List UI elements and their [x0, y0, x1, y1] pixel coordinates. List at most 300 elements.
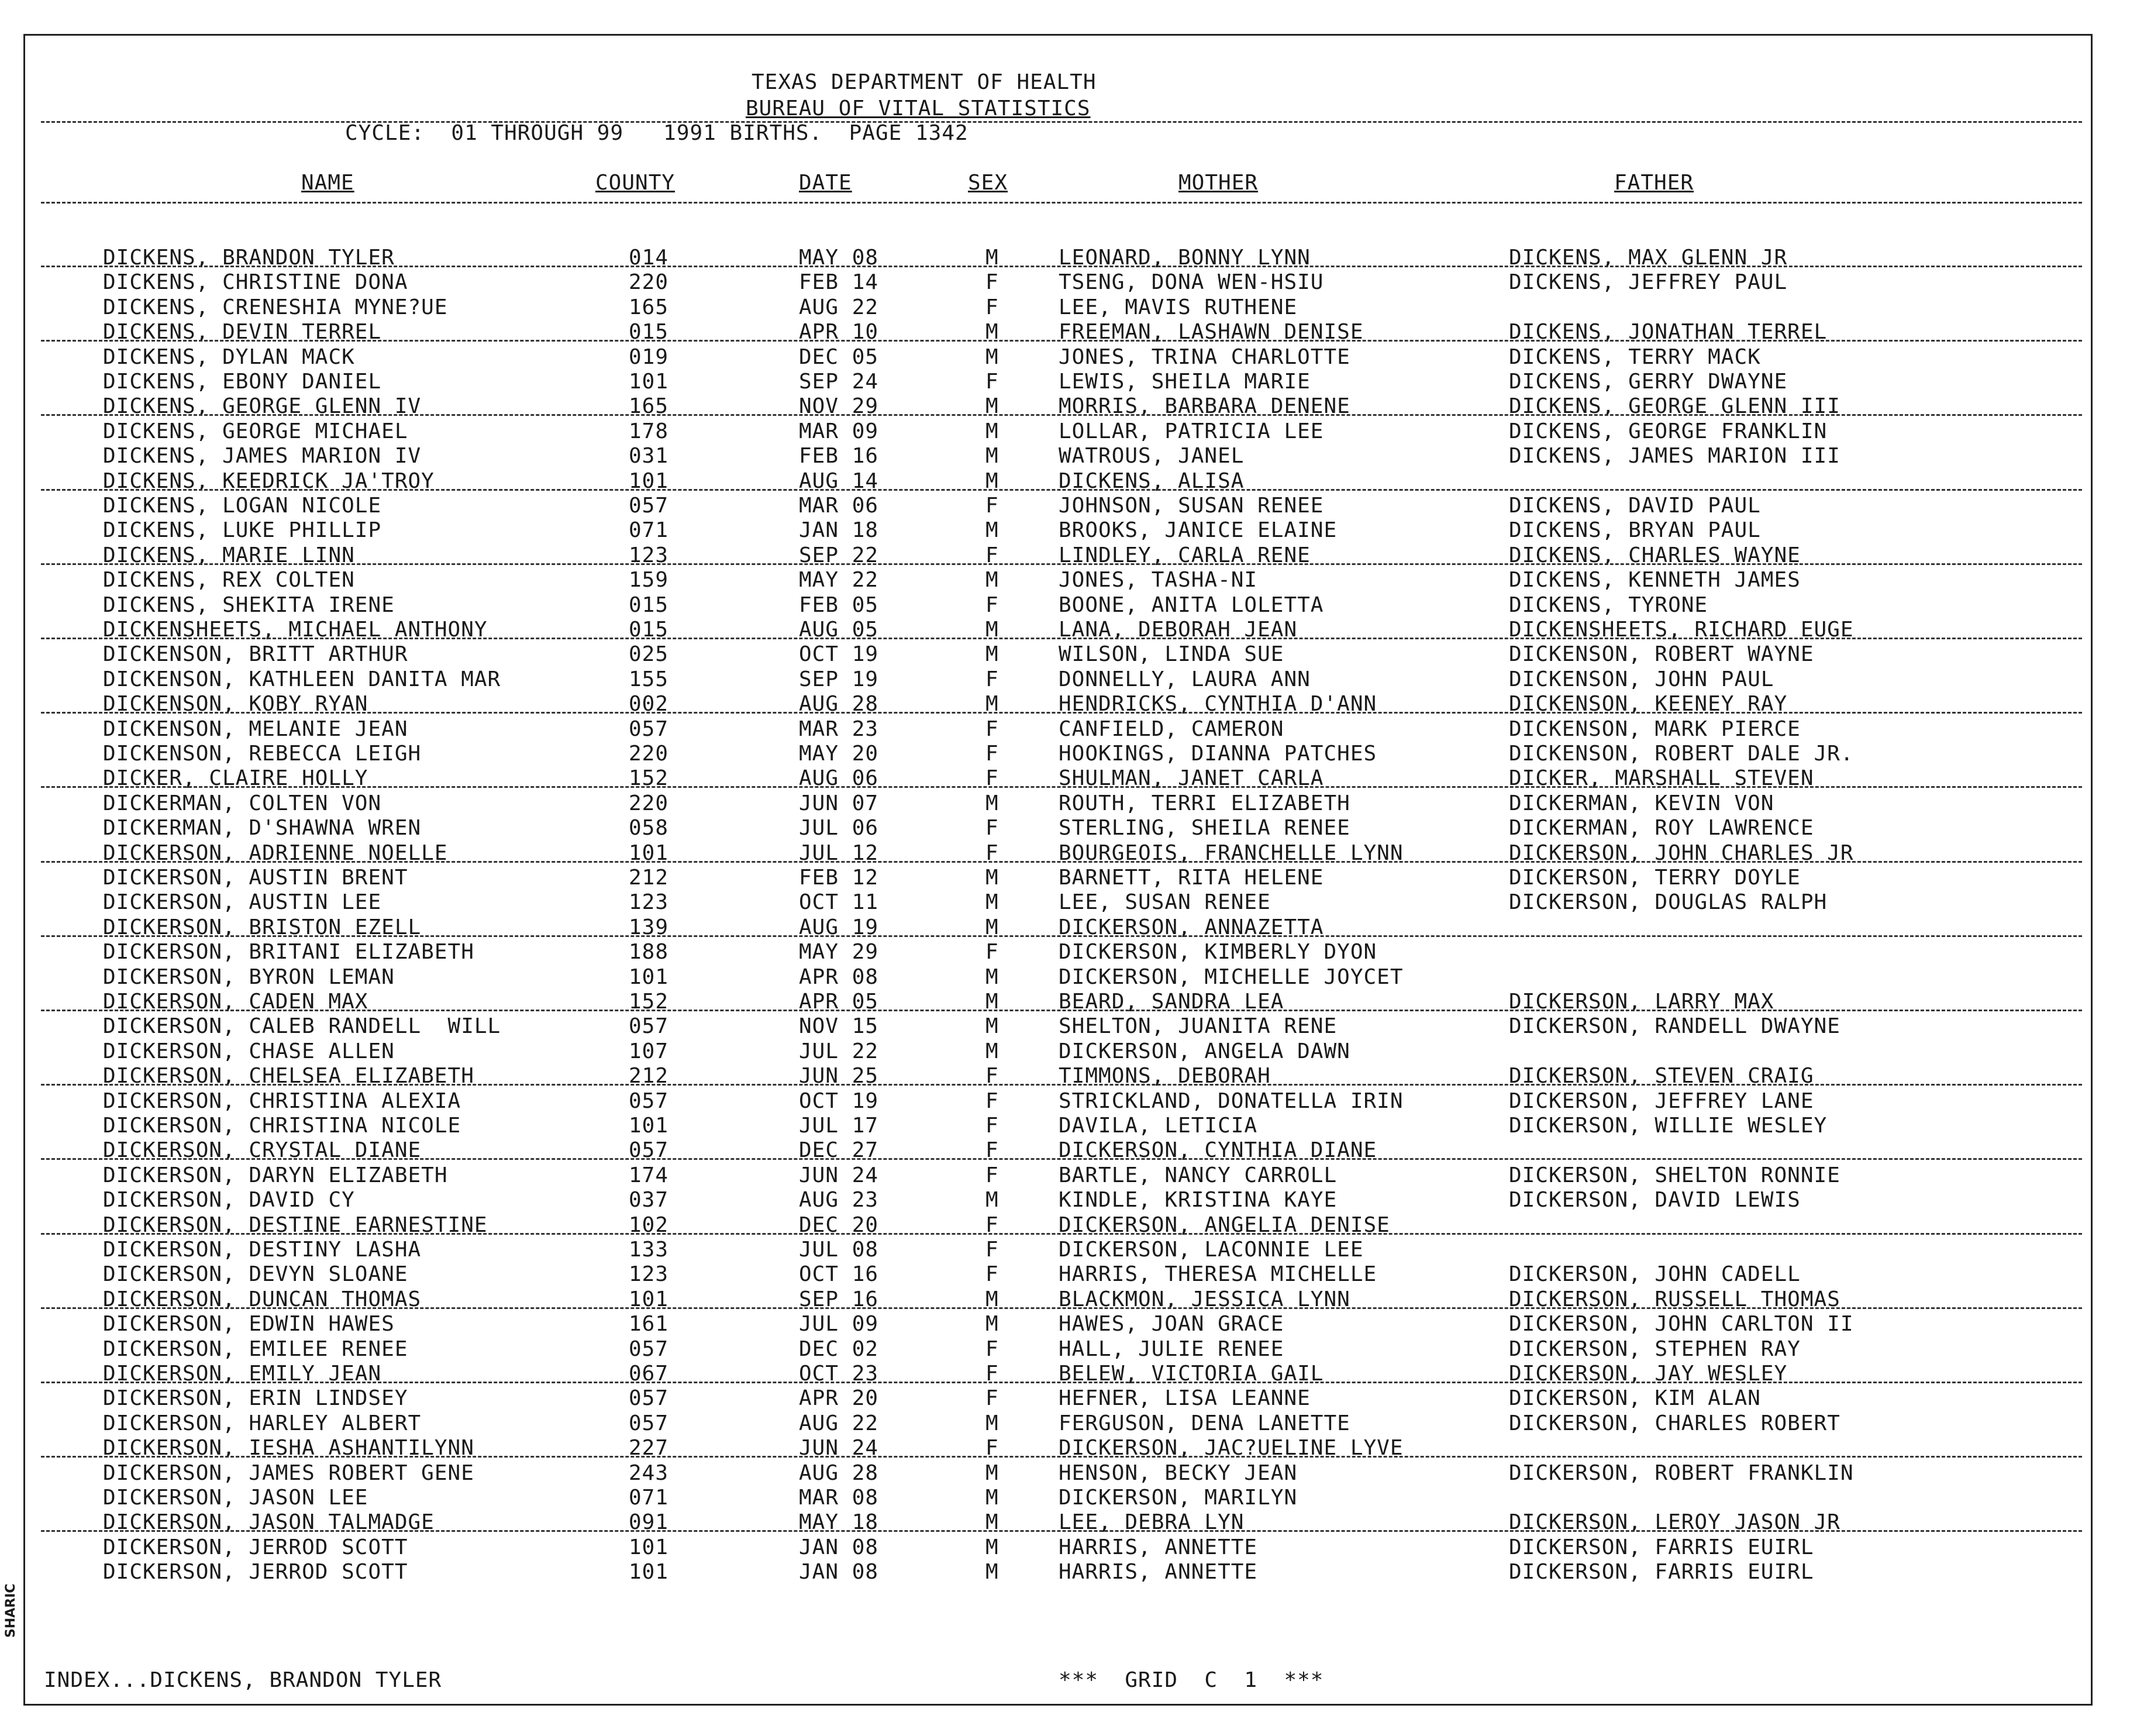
- cell-name: DICKERSON, CADEN MAX: [103, 990, 368, 1014]
- cell-sex: F: [985, 742, 999, 766]
- row-rule: [41, 489, 2082, 491]
- cell-county: 212: [629, 1064, 669, 1089]
- cell-mother: LEE, SUSAN RENEE: [1059, 890, 1271, 915]
- cell-date: MAR 08: [799, 1486, 879, 1510]
- cell-county: 101: [629, 370, 669, 394]
- cell-name: DICKERSON, EMILEE RENEE: [103, 1337, 408, 1361]
- cell-county: 243: [629, 1461, 669, 1485]
- cell-name: DICKERSON, DESTINE EARNESTINE: [103, 1213, 488, 1237]
- cell-father: DICKERSON, STEPHEN RAY: [1509, 1337, 1801, 1361]
- cell-county: 152: [629, 766, 669, 791]
- cell-name: DICKERSON, HARLEY ALBERT: [103, 1411, 422, 1435]
- cell-sex: M: [985, 965, 999, 989]
- cell-county: 107: [629, 1039, 669, 1063]
- cell-county: 071: [629, 1486, 669, 1510]
- cell-name: DICKERSON, JERROD SCOTT: [103, 1535, 408, 1559]
- cell-sex: F: [985, 1138, 999, 1163]
- cell-county: 015: [629, 320, 669, 345]
- cell-sex: F: [985, 667, 999, 691]
- cell-name: DICKER, CLAIRE HOLLY: [103, 766, 368, 791]
- cell-father: DICKENSON, ROBERT WAYNE: [1509, 642, 1814, 667]
- cell-county: 091: [629, 1510, 669, 1535]
- cell-county: 101: [629, 841, 669, 865]
- row-rule: [41, 712, 2082, 714]
- cell-sex: F: [985, 593, 999, 617]
- table-row: [0, 1238, 2130, 1262]
- cell-father: DICKERSON, JOHN CADELL: [1509, 1262, 1801, 1287]
- table-row: [0, 1039, 2130, 1064]
- cell-father: DICKENS, CHARLES WAYNE: [1509, 543, 1801, 567]
- column-header-mother: MOTHER: [1178, 171, 1259, 195]
- cell-name: DICKERSON, JASON LEE: [103, 1486, 368, 1510]
- cell-name: DICKENS, JAMES MARION IV: [103, 444, 422, 469]
- cycle-line: CYCLE: 01 THROUGH 99 1991 BIRTHS. PAGE 1342: [345, 121, 969, 145]
- cell-date: JAN 18: [799, 518, 879, 543]
- cell-date: AUG 05: [799, 618, 879, 642]
- cell-mother: ROUTH, TERRI ELIZABETH: [1059, 791, 1350, 815]
- cell-county: 057: [629, 717, 669, 741]
- cell-mother: HAWES, JOAN GRACE: [1059, 1312, 1284, 1337]
- cell-father: DICKENS, TYRONE: [1509, 593, 1708, 617]
- cell-name: DICKENS, LOGAN NICOLE: [103, 494, 382, 518]
- cell-name: DICKERSON, EDWIN HAWES: [103, 1312, 395, 1337]
- cell-county: 057: [629, 1138, 669, 1163]
- column-header-sex: SEX: [968, 171, 1008, 195]
- cell-date: MAY 08: [799, 246, 879, 270]
- cell-name: DICKENS, DYLAN MACK: [103, 345, 355, 369]
- table-row: [0, 866, 2130, 890]
- cell-mother: LEWIS, SHEILA MARIE: [1059, 370, 1311, 394]
- cell-name: DICKERSON, EMILY JEAN: [103, 1362, 382, 1386]
- cell-name: DICKERSON, ERIN LINDSEY: [103, 1386, 408, 1411]
- cell-sex: F: [985, 1337, 999, 1361]
- table-row: [0, 965, 2130, 990]
- cell-date: JUN 07: [799, 791, 879, 815]
- cell-date: AUG 14: [799, 469, 879, 493]
- cell-date: NOV 15: [799, 1014, 879, 1039]
- row-rule: [41, 1084, 2082, 1086]
- cell-county: 015: [629, 618, 669, 642]
- cell-date: APR 10: [799, 320, 879, 345]
- cell-name: DICKENS, DEVIN TERREL: [103, 320, 382, 345]
- cell-county: 165: [629, 394, 669, 419]
- cell-mother: KINDLE, KRISTINA KAYE: [1059, 1188, 1338, 1213]
- cell-sex: F: [985, 1213, 999, 1237]
- cell-name: DICKENS, BRANDON TYLER: [103, 246, 395, 270]
- cell-mother: DICKERSON, JAC?UELINE LYVE: [1059, 1436, 1404, 1461]
- row-rule: [41, 861, 2082, 863]
- table-row: [0, 1114, 2130, 1138]
- table-row: [0, 419, 2130, 444]
- cell-father: DICKERMAN, KEVIN VON: [1509, 791, 1774, 815]
- cell-father: DICKERSON, CHARLES ROBERT: [1509, 1411, 1841, 1435]
- cell-name: DICKERSON, BRITANI ELIZABETH: [103, 940, 474, 965]
- cell-name: DICKERSON, CHASE ALLEN: [103, 1039, 395, 1063]
- cell-name: DICKENS, GEORGE MICHAEL: [103, 419, 408, 443]
- cell-name: DICKENS, SHEKITA IRENE: [103, 593, 395, 617]
- cell-mother: SHULMAN, JANET CARLA: [1059, 766, 1324, 791]
- table-row: [0, 518, 2130, 543]
- cell-name: DICKERSON, ADRIENNE NOELLE: [103, 841, 448, 865]
- cell-mother: DICKERSON, ANGELIA DENISE: [1059, 1213, 1390, 1237]
- cell-date: DEC 27: [799, 1138, 879, 1163]
- row-rule: [41, 1158, 2082, 1160]
- cell-sex: F: [985, 370, 999, 394]
- cell-date: SEP 16: [799, 1287, 879, 1311]
- cell-date: OCT 23: [799, 1362, 879, 1386]
- cell-date: JUL 12: [799, 841, 879, 865]
- table-row: [0, 370, 2130, 394]
- cell-date: JUL 08: [799, 1238, 879, 1262]
- cell-date: JUL 22: [799, 1039, 879, 1063]
- table-row: [0, 568, 2130, 593]
- cell-date: MAR 23: [799, 717, 879, 741]
- cell-mother: FREEMAN, LASHAWN DENISE: [1059, 320, 1364, 345]
- cell-name: DICKENS, LUKE PHILLIP: [103, 518, 382, 543]
- births-table: [0, 246, 2130, 1614]
- cell-father: DICKERSON, TERRY DOYLE: [1509, 866, 1801, 890]
- cell-sex: M: [985, 394, 999, 419]
- cell-date: AUG 28: [799, 1461, 879, 1485]
- cell-county: 161: [629, 1312, 669, 1337]
- table-row: [0, 1188, 2130, 1213]
- cell-date: MAY 18: [799, 1510, 879, 1535]
- cell-sex: M: [985, 1014, 999, 1039]
- cell-mother: HARRIS, ANNETTE: [1059, 1560, 1258, 1585]
- cell-mother: DICKERSON, KIMBERLY DYON: [1059, 940, 1377, 965]
- cell-mother: DICKERSON, CYNTHIA DIANE: [1059, 1138, 1377, 1163]
- cell-mother: BARNETT, RITA HELENE: [1059, 866, 1324, 890]
- cell-name: DICKERSON, CHELSEA ELIZABETH: [103, 1064, 474, 1089]
- cell-county: 031: [629, 444, 669, 469]
- cell-mother: LOLLAR, PATRICIA LEE: [1059, 419, 1324, 443]
- cell-sex: M: [985, 345, 999, 369]
- cell-name: DICKENSON, KOBY RYAN: [103, 692, 368, 717]
- cell-mother: DICKERSON, MICHELLE JOYCET: [1059, 965, 1404, 989]
- cell-father: DICKERSON, FARRIS EUIRL: [1509, 1560, 1814, 1585]
- cell-father: DICKENS, JAMES MARION III: [1509, 444, 1841, 469]
- cell-sex: F: [985, 494, 999, 518]
- table-row: [0, 1486, 2130, 1510]
- cell-sex: M: [985, 1287, 999, 1311]
- cell-county: 133: [629, 1238, 669, 1262]
- cell-mother: DICKERSON, MARILYN: [1059, 1486, 1298, 1510]
- cell-name: DICKERSON, DARYN ELIZABETH: [103, 1163, 448, 1187]
- cell-county: 101: [629, 1114, 669, 1138]
- table-row: [0, 1014, 2130, 1039]
- cell-mother: CANFIELD, CAMERON: [1059, 717, 1284, 741]
- cell-sex: M: [985, 1461, 999, 1485]
- row-rule: [41, 1382, 2082, 1383]
- cell-mother: BOONE, ANITA LOLETTA: [1059, 593, 1324, 617]
- cell-father: DICKENS, GERRY DWAYNE: [1509, 370, 1788, 394]
- table-row: [0, 1411, 2130, 1436]
- cell-county: 123: [629, 890, 669, 915]
- cell-name: DICKERSON, JASON TALMADGE: [103, 1510, 435, 1535]
- cell-date: FEB 16: [799, 444, 879, 469]
- cell-county: 101: [629, 1560, 669, 1585]
- cell-date: SEP 24: [799, 370, 879, 394]
- cell-county: 101: [629, 1287, 669, 1311]
- cell-county: 220: [629, 270, 669, 295]
- cell-sex: M: [985, 444, 999, 469]
- cell-mother: TSENG, DONA WEN-HSIU: [1059, 270, 1324, 295]
- cell-mother: WILSON, LINDA SUE: [1059, 642, 1284, 667]
- cell-date: JUL 09: [799, 1312, 879, 1337]
- cell-father: DICKERSON, SHELTON RONNIE: [1509, 1163, 1841, 1187]
- cell-date: FEB 14: [799, 270, 879, 295]
- cell-mother: DAVILA, LETICIA: [1059, 1114, 1258, 1138]
- index-footer: INDEX...DICKENS, BRANDON TYLER: [44, 1668, 442, 1692]
- column-header-county: COUNTY: [595, 171, 675, 195]
- cell-mother: STRICKLAND, DONATELLA IRIN: [1059, 1089, 1404, 1113]
- cell-sex: F: [985, 295, 999, 319]
- cell-father: DICKERSON, LARRY MAX: [1509, 990, 1774, 1014]
- table-row: [0, 742, 2130, 766]
- cell-date: OCT 19: [799, 1089, 879, 1113]
- cell-date: JUN 25: [799, 1064, 879, 1089]
- cell-county: 037: [629, 1188, 669, 1213]
- cell-sex: F: [985, 766, 999, 791]
- cell-sex: M: [985, 568, 999, 593]
- cell-name: DICKERSON, BYRON LEMAN: [103, 965, 395, 989]
- cell-mother: HOOKINGS, DIANNA PATCHES: [1059, 742, 1377, 766]
- cell-county: 178: [629, 419, 669, 443]
- cell-date: AUG 22: [799, 295, 879, 319]
- cell-father: DICKENSON, ROBERT DALE JR.: [1509, 742, 1854, 766]
- cell-sex: M: [985, 246, 999, 270]
- cell-county: 165: [629, 295, 669, 319]
- cell-sex: M: [985, 1312, 999, 1337]
- table-row: [0, 940, 2130, 965]
- cell-date: SEP 22: [799, 543, 879, 567]
- cell-father: DICKERSON, DOUGLAS RALPH: [1509, 890, 1828, 915]
- cell-date: AUG 19: [799, 915, 879, 939]
- cell-county: 102: [629, 1213, 669, 1237]
- cell-county: 101: [629, 965, 669, 989]
- cell-date: SEP 19: [799, 667, 879, 691]
- table-row: [0, 717, 2130, 742]
- cell-mother: BEARD, SANDRA LEA: [1059, 990, 1284, 1014]
- cell-mother: FERGUSON, DENA LANETTE: [1059, 1411, 1350, 1435]
- cell-mother: JOHNSON, SUSAN RENEE: [1059, 494, 1324, 518]
- cell-name: DICKERSON, BRISTON EZELL: [103, 915, 422, 939]
- cell-mother: JONES, TASHA-NI: [1059, 568, 1258, 593]
- cell-date: MAR 09: [799, 419, 879, 443]
- row-rule: [41, 1530, 2082, 1532]
- cell-name: DICKENSON, KATHLEEN DANITA MAR: [103, 667, 501, 691]
- cell-mother: LEE, DEBRA LYN: [1059, 1510, 1245, 1535]
- row-rule: [41, 1307, 2082, 1309]
- cell-father: DICKENS, BRYAN PAUL: [1509, 518, 1761, 543]
- cell-father: DICKERSON, FARRIS EUIRL: [1509, 1535, 1814, 1559]
- cell-date: FEB 12: [799, 866, 879, 890]
- cell-name: DICKERMAN, D'SHAWNA WREN: [103, 816, 422, 841]
- cell-county: 220: [629, 742, 669, 766]
- table-row: [0, 667, 2130, 692]
- cell-mother: HENSON, BECKY JEAN: [1059, 1461, 1298, 1485]
- cell-sex: M: [985, 1411, 999, 1435]
- cell-sex: M: [985, 692, 999, 717]
- cell-county: 152: [629, 990, 669, 1014]
- cell-county: 058: [629, 816, 669, 841]
- cell-name: DICKERSON, IESHA ASHANTILYNN: [103, 1436, 474, 1461]
- cell-sex: M: [985, 915, 999, 939]
- cell-mother: DICKENS, ALISA: [1059, 469, 1245, 493]
- cell-sex: F: [985, 816, 999, 841]
- cell-sex: F: [985, 940, 999, 965]
- cell-sex: F: [985, 1064, 999, 1089]
- row-rule: [41, 563, 2082, 565]
- cell-father: DICKERSON, RUSSELL THOMAS: [1509, 1287, 1841, 1311]
- cell-date: MAY 29: [799, 940, 879, 965]
- cell-date: OCT 11: [799, 890, 879, 915]
- cell-name: DICKENS, REX COLTEN: [103, 568, 355, 593]
- cell-mother: HENDRICKS, CYNTHIA D'ANN: [1059, 692, 1377, 717]
- cell-county: 101: [629, 1535, 669, 1559]
- cell-sex: M: [985, 866, 999, 890]
- cell-county: 002: [629, 692, 669, 717]
- cell-father: DICKENS, JEFFREY PAUL: [1509, 270, 1788, 295]
- cell-date: AUG 22: [799, 1411, 879, 1435]
- cell-date: NOV 29: [799, 394, 879, 419]
- cell-date: DEC 20: [799, 1213, 879, 1237]
- column-header-name: NAME: [301, 171, 354, 195]
- table-row: [0, 642, 2130, 667]
- cell-sex: F: [985, 1114, 999, 1138]
- cell-date: JUL 06: [799, 816, 879, 841]
- cell-name: DICKERSON, CRYSTAL DIANE: [103, 1138, 422, 1163]
- table-row: [0, 1089, 2130, 1114]
- cell-sex: F: [985, 841, 999, 865]
- cell-father: DICKENS, GEORGE FRANKLIN: [1509, 419, 1828, 443]
- cell-father: DICKERSON, WILLIE WESLEY: [1509, 1114, 1828, 1138]
- row-rule: [41, 1010, 2082, 1011]
- cell-sex: M: [985, 1039, 999, 1063]
- row-rule: [41, 1456, 2082, 1458]
- cell-date: APR 20: [799, 1386, 879, 1411]
- cell-county: 025: [629, 642, 669, 667]
- cell-date: MAY 20: [799, 742, 879, 766]
- cell-county: 212: [629, 866, 669, 890]
- cell-date: OCT 16: [799, 1262, 879, 1287]
- table-row: [0, 1560, 2130, 1585]
- cell-date: JUN 24: [799, 1163, 879, 1187]
- column-header-father: FATHER: [1614, 171, 1694, 195]
- table-row: [0, 1163, 2130, 1188]
- table-row: [0, 295, 2130, 320]
- cell-mother: MORRIS, BARBARA DENENE: [1059, 394, 1350, 419]
- cell-sex: F: [985, 543, 999, 567]
- cell-county: 019: [629, 345, 669, 369]
- cell-sex: M: [985, 990, 999, 1014]
- row-rule: [41, 414, 2082, 416]
- cell-sex: F: [985, 1436, 999, 1461]
- cell-date: AUG 23: [799, 1188, 879, 1213]
- cell-name: DICKERSON, CALEB RANDELL WILL: [103, 1014, 501, 1039]
- cell-mother: LEE, MAVIS RUTHENE: [1059, 295, 1298, 319]
- cell-mother: HARRIS, ANNETTE: [1059, 1535, 1258, 1559]
- cell-father: DICKENSON, JOHN PAUL: [1509, 667, 1774, 691]
- cell-father: DICKERSON, ROBERT FRANKLIN: [1509, 1461, 1854, 1485]
- cell-mother: SHELTON, JUANITA RENE: [1059, 1014, 1338, 1039]
- cell-father: DICKENSON, KEENEY RAY: [1509, 692, 1788, 717]
- cell-father: DICKERSON, JAY WESLEY: [1509, 1362, 1788, 1386]
- cell-name: DICKERSON, JERROD SCOTT: [103, 1560, 408, 1585]
- table-row: [0, 1337, 2130, 1362]
- cell-mother: DONNELLY, LAURA ANN: [1059, 667, 1311, 691]
- cell-sex: M: [985, 419, 999, 443]
- cell-name: DICKERSON, AUSTIN BRENT: [103, 866, 408, 890]
- cell-sex: M: [985, 320, 999, 345]
- cell-father: DICKERSON, LEROY JASON JR: [1509, 1510, 1841, 1535]
- cell-mother: LANA, DEBORAH JEAN: [1059, 618, 1298, 642]
- cell-name: DICKERSON, DUNCAN THOMAS: [103, 1287, 422, 1311]
- cell-date: MAY 22: [799, 568, 879, 593]
- cell-date: DEC 02: [799, 1337, 879, 1361]
- row-rule: [41, 266, 2082, 267]
- cell-county: 057: [629, 1089, 669, 1113]
- cell-father: DICKENS, DAVID PAUL: [1509, 494, 1761, 518]
- table-row: [0, 1262, 2130, 1287]
- cell-father: DICKENS, GEORGE GLENN III: [1509, 394, 1841, 419]
- cell-sex: F: [985, 1262, 999, 1287]
- cell-father: DICKENS, TERRY MACK: [1509, 345, 1761, 369]
- cell-county: 174: [629, 1163, 669, 1187]
- row-rule: [41, 340, 2082, 342]
- cell-name: DICKENSON, REBECCA LEIGH: [103, 742, 422, 766]
- cell-father: DICKER, MARSHALL STEVEN: [1509, 766, 1814, 791]
- column-header-rule: [41, 202, 2082, 204]
- cell-county: 123: [629, 1262, 669, 1287]
- cell-name: DICKENS, KEEDRICK JA'TROY: [103, 469, 435, 493]
- cell-name: DICKENS, CRENESHIA MYNE?UE: [103, 295, 448, 319]
- cell-county: 227: [629, 1436, 669, 1461]
- cell-mother: BARTLE, NANCY CARROLL: [1059, 1163, 1338, 1187]
- cell-county: 014: [629, 246, 669, 270]
- cell-date: FEB 05: [799, 593, 879, 617]
- cell-sex: M: [985, 1486, 999, 1510]
- cell-county: 139: [629, 915, 669, 939]
- cell-father: DICKENS, MAX GLENN JR: [1509, 246, 1788, 270]
- table-row: [0, 816, 2130, 841]
- cell-sex: M: [985, 642, 999, 667]
- cell-sex: M: [985, 518, 999, 543]
- cell-name: DICKERSON, AUSTIN LEE: [103, 890, 382, 915]
- table-row: [0, 791, 2130, 816]
- cell-sex: F: [985, 1386, 999, 1411]
- cell-mother: DICKERSON, LACONNIE LEE: [1059, 1238, 1364, 1262]
- table-row: [0, 270, 2130, 295]
- cell-sex: M: [985, 1188, 999, 1213]
- cell-father: DICKERMAN, ROY LAWRENCE: [1509, 816, 1814, 841]
- cell-county: 057: [629, 1386, 669, 1411]
- cell-father: DICKERSON, KIM ALAN: [1509, 1386, 1761, 1411]
- cell-name: DICKERSON, CHRISTINA ALEXIA: [103, 1089, 461, 1113]
- cell-father: DICKENS, KENNETH JAMES: [1509, 568, 1801, 593]
- cell-father: DICKERSON, STEVEN CRAIG: [1509, 1064, 1814, 1089]
- cell-county: 159: [629, 568, 669, 593]
- cell-date: JAN 08: [799, 1560, 879, 1585]
- cell-name: DICKERSON, DESTINY LASHA: [103, 1238, 422, 1262]
- cell-county: 015: [629, 593, 669, 617]
- row-rule: [41, 935, 2082, 937]
- cell-date: OCT 19: [799, 642, 879, 667]
- header-line1: TEXAS DEPARTMENT OF HEALTH: [752, 70, 1097, 94]
- cell-sex: M: [985, 791, 999, 815]
- cell-mother: HEFNER, LISA LEANNE: [1059, 1386, 1311, 1411]
- table-row: [0, 593, 2130, 618]
